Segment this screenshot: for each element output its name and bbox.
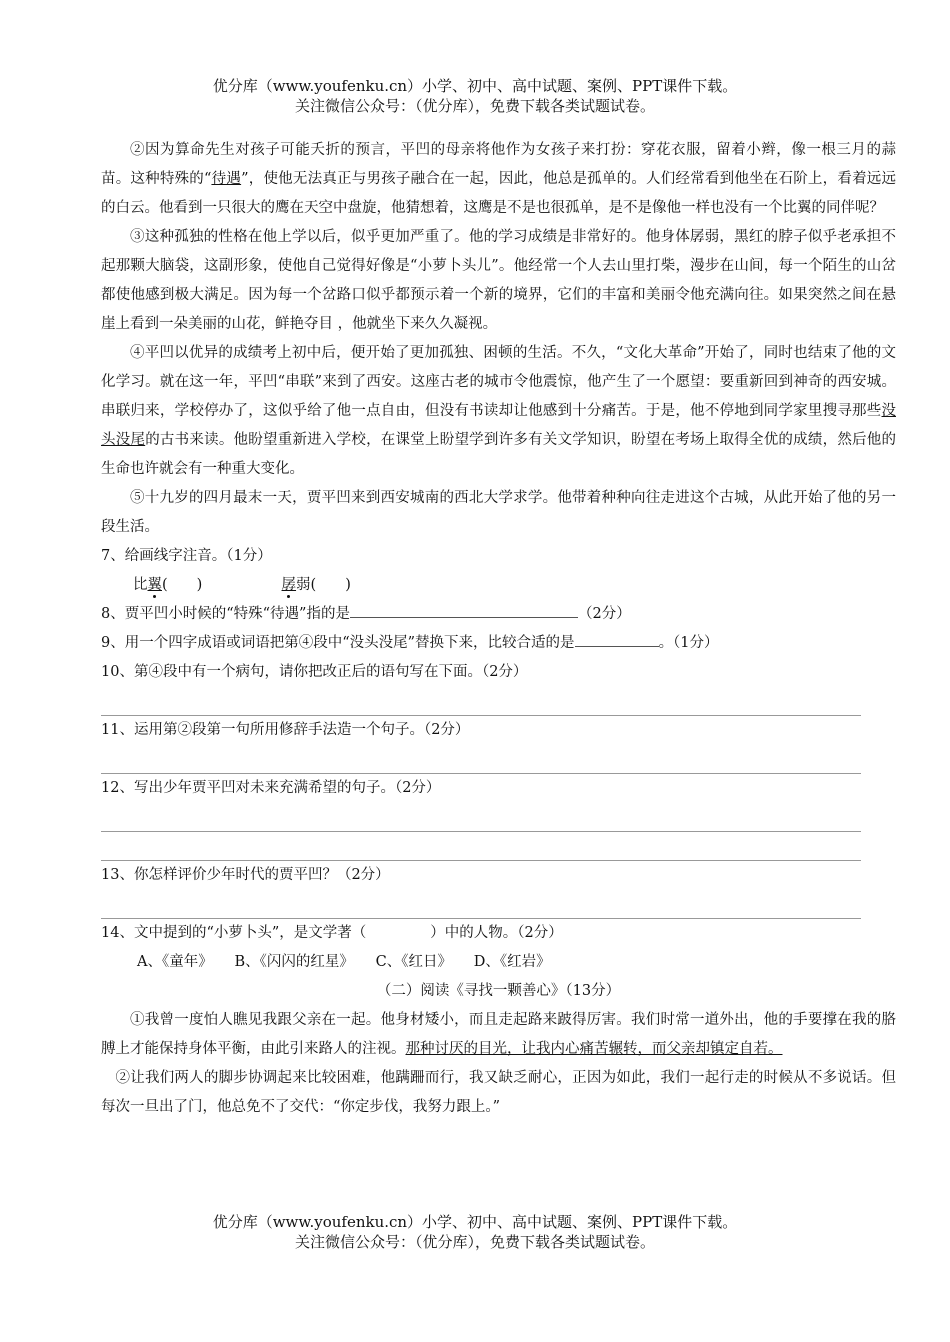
q11-answer-line[interactable] <box>101 745 861 774</box>
q7-answer-2[interactable]: ( ) <box>310 577 351 593</box>
q9-answer-blank[interactable] <box>575 631 659 647</box>
q12-answer-line-2[interactable] <box>101 832 861 861</box>
question-12: 12、写出少年贾平凹对未来充满希望的句子。（2分） <box>101 780 441 796</box>
q8-answer-blank[interactable] <box>350 602 578 618</box>
header-line-2: 关注微信公众号：（优分库），免费下载各类试题试卷。 <box>294 97 655 115</box>
underlined-meitoumeiwei: 没头没尾 <box>101 403 896 448</box>
passage2-title: （二）阅读《寻找一颗善心》（13分） <box>376 983 621 999</box>
q10-answer-line[interactable] <box>101 687 861 716</box>
footer-line-1: 优分库（www.youfenku.cn）小学、初中、高中试题、案例、PPT课件下载。 <box>212 1213 738 1231</box>
passage1-paragraph-3: ③这种孤独的性格在他上学以后，似乎更加严重了。他的学习成绩是非常好的。他身体孱弱，黑红的脖子似乎老承担不起那颗大脑袋，这副形象，使他自己觉得好像是“小萝卜头儿”。他经常一个人去山里打柴，漫步在山间，每一个陌生的山岔都使他感到极大满足。因为每一个岔路口似乎都预示着一个新的境界，它们的丰富和美丽令他充满向往。如果突然之间在悬崖上看到一朵美丽的山花，鲜艳夺目 ，他就坐下来久久凝视。 <box>101 229 896 332</box>
underlined-sentence: 那种讨厌的目光，让我内心痛苦辗转，而父亲却镇定自若。 <box>405 1041 783 1057</box>
question-9: 9、用一个四字成语或词语把第④段中“没头没尾”替换下来，比较合适的是 。（1分） <box>101 629 896 658</box>
question-7-items: 比翼( ) 孱弱( ) <box>133 577 351 593</box>
header-line-1: 优分库（www.youfenku.cn）小学、初中、高中试题、案例、PPT课件下载。 <box>212 77 738 95</box>
passage1-paragraph-4: ④平凹以优异的成绩考上初中后，便开始了更加孤独、困顿的生活。不久，“文化大革命”开始了，同时也结束了他的文化学习。就在这一年，平凹“串联”来到了西安。这座古老的城市令他震惊，他产生了一个愿望：要重新回到神奇的西安城。串联归来，学校停办了，这似乎给了他一点自由，但没有书读却让他感到十分痛苦。于是，他不停地到同学家里搜寻那些没头没尾的古书来读。他盼望重新进入学校，在课堂上盼望学到许多有关文学知识，盼望在考场上取得全优的成绩，然后他的生命也许就会有一种重大变化。 <box>101 345 897 477</box>
page-header-top <box>0 76 950 116</box>
dotted-char-yi: 翼 <box>147 577 162 593</box>
q7-answer-1[interactable]: ( ) <box>162 577 203 593</box>
question-8: 8、贾平凹小时候的“特殊“待遇”指的是 （2分） <box>101 600 896 629</box>
passage1-paragraph-2: ②因为算命先生对孩子可能夭折的预言，平凹的母亲将他作为女孩子来打扮：穿花衣服，留着小辫，像一根三月的蒜苗。这种特殊的“待遇”，使他无法真正与男孩子融合在一起，因此，他总是孤单的。人们经常看到他坐在石阶上，看着远远的白云。他看到一只很大的鹰在天空中盘旋，他猜想着，这鹰是不是也很孤单，是不是像他一样也没有一个比翼的同伴呢？ <box>101 142 897 216</box>
underlined-daiyu: 待遇 <box>211 171 242 187</box>
passage2-paragraph-2: ②让我们两人的脚步协调起来比较困难，他蹒跚而行，我又缺乏耐心，正因为如此，我们一起行走的时候从不多说话。但每次一旦出了门，他总免不了交代：“你定步伐，我努力跟上。” <box>101 1070 896 1115</box>
dotted-char-chan: 孱 <box>281 577 297 593</box>
question-13: 13、你怎样评价少年时代的贾平凹？（2分） <box>101 867 390 883</box>
exam-content <box>101 136 896 1122</box>
passage1-paragraph-5: ⑤十九岁的四月最末一天，贾平凹来到西安城南的西北大学求学。他带着种种向往走进这个古城，从此开始了他的另一段生活。 <box>101 490 896 535</box>
question-14-options: A、《童年》 B、《闪闪的红星》 C、《红日》 D、《红岩》 <box>137 954 551 970</box>
q13-answer-line[interactable] <box>101 890 861 919</box>
page-footer <box>0 1212 950 1252</box>
question-14: 14、文中提到的“小萝卜头”，是文学著（ ）中的人物。（2分） <box>101 925 563 941</box>
question-7: 7、给画线字注音。（1分） <box>101 548 272 564</box>
question-11: 11、运用第②段第一句所用修辞手法造一个句子。（2分） <box>101 722 470 738</box>
footer-line-2: 关注微信公众号：（优分库），免费下载各类试题试卷。 <box>294 1233 655 1251</box>
question-10: 10、第④段中有一个病句，请你把改正后的语句写在下面。（2分） <box>101 664 528 680</box>
passage2-paragraph-1: ①我曾一度怕人瞧见我跟父亲在一起。他身材矮小，而且走起路来跛得厉害。我们时常一道外出，他的手要撑在我的胳膊上才能保持身体平衡，由此引来路人的注视。那种讨厌的目光，让我内心痛苦辗转，而父亲却镇定自若。 <box>101 1012 896 1057</box>
q12-answer-line-1[interactable] <box>101 803 861 832</box>
